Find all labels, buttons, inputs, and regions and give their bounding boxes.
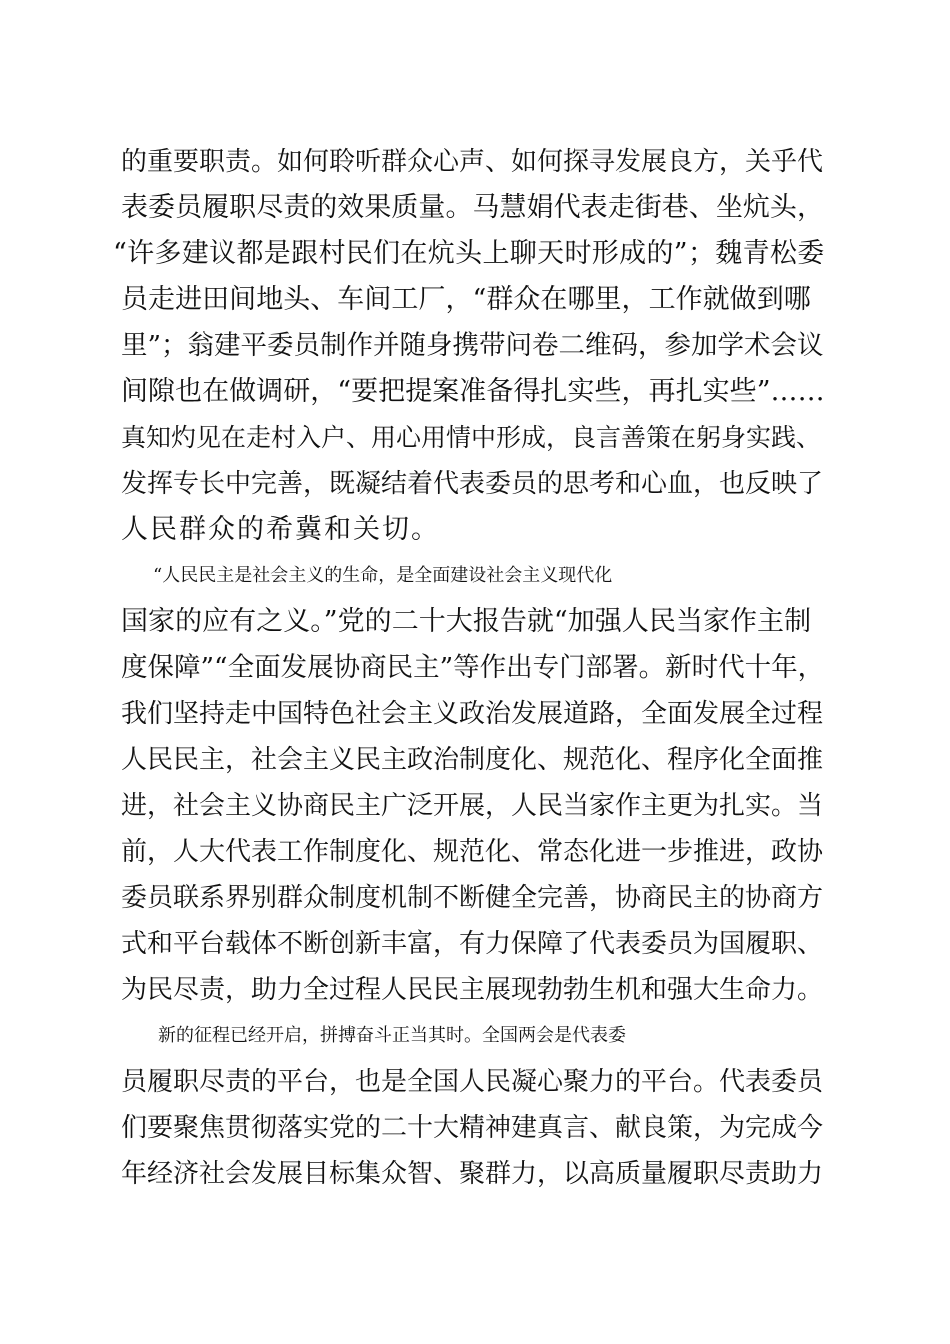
text-line: 国家的应有之义。”党的二十大报告就“加强人民当家作主制: [121, 606, 812, 637]
text-line: 委员联系界别群众制度机制不断健全完善，协商民主的协商方: [121, 883, 824, 913]
text-line: 真知灼见在走村入户、用心用情中形成，良言善策在躬身实践、: [121, 423, 822, 452]
text-line: 前，人大代表工作制度化、规范化、常态化进一步推进，政协: [121, 837, 824, 867]
text-line: 间隙也在做调研，“要把提案准备得扎实些，再扎实些”……: [121, 376, 825, 407]
text-line: 式和平台载体不断创新丰富，有力保障了代表委员为国履职、: [121, 929, 824, 959]
paragraph-first-line: 新的征程已经开启，拼搏奋斗正当其时。全国两会是代表委: [158, 1025, 626, 1046]
text-line: 的重要职责。如何聆听群众心声、如何探寻发展良方，关乎代: [121, 147, 824, 177]
text-line: 发挥专长中完善，既凝结着代表委员的思考和心血，也反映了: [121, 469, 824, 499]
text-line: 员履职尽责的平台，也是全国人民凝心聚力的平台。代表委员: [121, 1067, 824, 1097]
text-line: 里”；翁建平委员制作并随身携带问卷二维码，参加学术会议: [121, 330, 824, 361]
paragraph-first-line: “人民民主是社会主义的生命，是全面建设社会主义现代化: [153, 565, 613, 586]
text-line: 进，社会主义协商民主广泛开展，人民当家作主更为扎实。当: [121, 791, 824, 821]
text-line: 度保障”“全面发展协商民主”等作出专门部署。新时代十年，: [121, 652, 825, 683]
text-line: 表委员履职尽责的效果质量。马慧娟代表走街巷、坐炕头，: [121, 192, 824, 223]
text-line: 为民尽责，助力全过程人民民主展现勃勃生机和强大生命力。: [121, 975, 824, 1005]
text-line: “许多建议都是跟村民们在炕头上聊天时形成的”；魏青松委: [113, 238, 825, 269]
text-line: 们要聚焦贯彻落实党的二十大精神建真言、献良策，为完成今: [121, 1113, 824, 1143]
text-line: 员走进田间地头、车间工厂，“群众在哪里，工作就做到哪: [121, 284, 811, 315]
text-line: 我们坚持走中国特色社会主义政治发展道路，全面发展全过程: [121, 699, 824, 729]
text-line: 人民民主，社会主义民主政治制度化、规范化、程序化全面推: [121, 745, 824, 775]
text-line: 年经济社会发展目标集众智、聚群力，以高质量履职尽责助力: [121, 1159, 824, 1189]
text-line: 人民群众的希冀和关切。: [121, 514, 440, 545]
